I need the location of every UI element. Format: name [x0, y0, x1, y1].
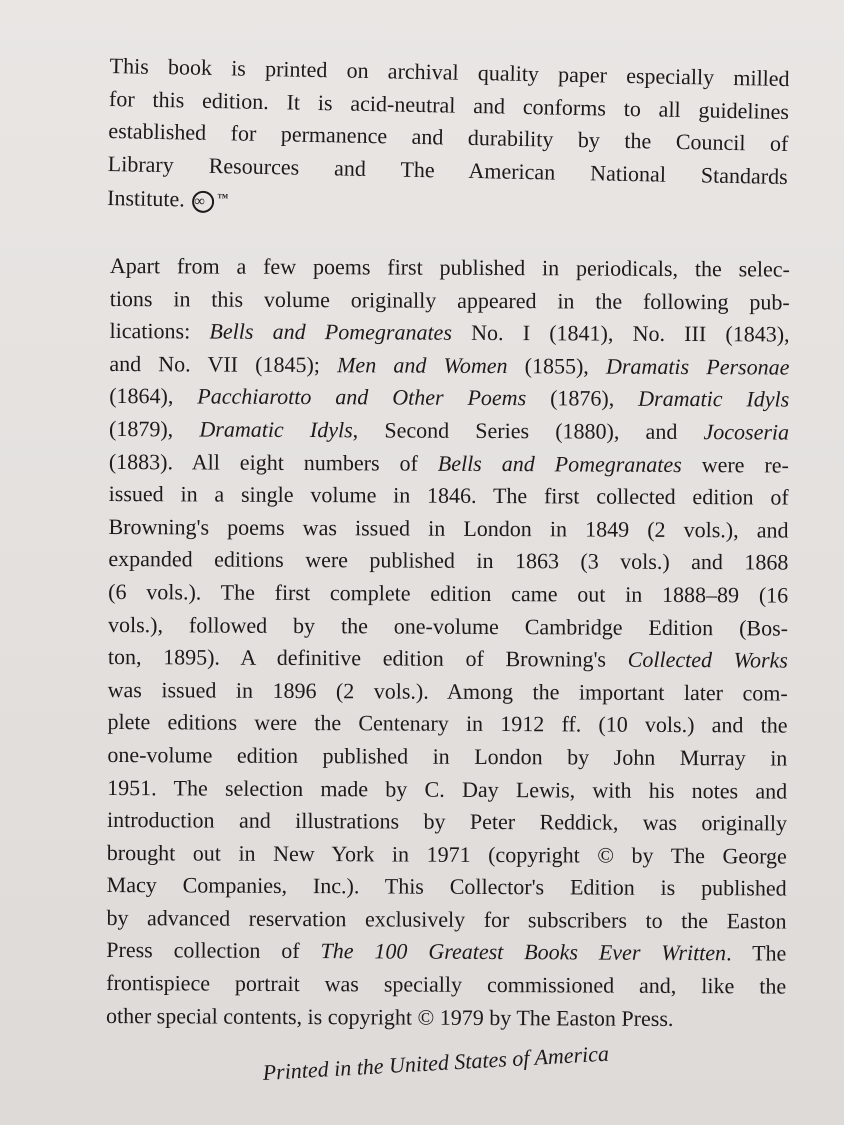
history-line: one-volume edition published in London by John Murray in [107, 741, 788, 771]
history-line: lications: Bells and Pomegranates No. I (1841), No. III (1843), [109, 318, 790, 347]
notice-line: This book is printed on archival quality paper especially milled [109, 52, 790, 92]
trademark-symbol: ™ [217, 192, 229, 205]
publication-history [106, 250, 790, 1036]
notice-line: Library Resources and The American National Standards [107, 150, 788, 189]
history-line: (1864), Pacchiarotto and Other Poems (1876), Dramatic Idyls [109, 383, 790, 412]
history-line: expanded editions were published in 1863 (3 vols.) and 1868 [108, 546, 789, 575]
history-line: by advanced reservation exclusively for subscribers to the Easton [106, 904, 787, 934]
history-line: was issued in 1896 (2 vols.). Among the important later com- [107, 676, 788, 706]
history-line: Apart from a few poems first published in periodicals, the selec- [109, 252, 790, 282]
history-line: plete editions were the Centenary in 1912 ff. (10 vols.) and the [107, 709, 788, 738]
notice-line: Institute. [106, 184, 186, 212]
notice-line: established for permanence and durability by the Council of [108, 117, 789, 157]
history-line: issued in a single volume in 1846. The first collected edition of [108, 481, 789, 510]
history-line: Macy Companies, Inc.). This Collector's Edition is published [106, 872, 787, 901]
history-line: other special contents, is copyright © 1979 by The Easton Press. [105, 1002, 674, 1031]
history-line: (1883). All eight numbers of Bells and Pomegranates were re- [108, 448, 789, 478]
history-line: 1951. The selection made by C. Day Lewis, with his notes and [107, 774, 788, 804]
history-line: brought out in New York in 1971 (copyright © by The George [106, 839, 787, 869]
printed-in-imprint: Printed in the United States of America [262, 1040, 610, 1085]
infinity-permanence-icon: ∞ [192, 191, 214, 213]
history-line: ton, 1895). A definitive edition of Browning's Collected Works [107, 644, 788, 673]
history-line: frontispiece portrait was specially commissioned and, like the [106, 970, 787, 999]
history-line: (6 vols.). The first complete edition came out in 1888–89 (16 [108, 578, 789, 608]
history-line: Browning's poems was issued in London in 1849 (2 vols.), and [108, 513, 789, 543]
permanence-notice [107, 50, 790, 228]
history-line: (1879), Dramatic Idyls, Second Series (1880), and Jocoseria [109, 415, 790, 445]
history-line: tions in this volume originally appeared in the following pub- [109, 285, 790, 315]
history-line: Press collection of The 100 Greatest Books Ever Written. The [106, 937, 787, 967]
notice-line: for this edition. It is acid-neutral and conforms to all guidelines [108, 85, 790, 124]
history-line: and No. VII (1845); Men and Women (1855), Dramatis Personae [109, 350, 790, 380]
history-line: introduction and illustrations by Peter Reddick, was originally [106, 807, 788, 836]
history-line: vols.), followed by the one-volume Cambridge Edition (Bos- [107, 611, 789, 641]
